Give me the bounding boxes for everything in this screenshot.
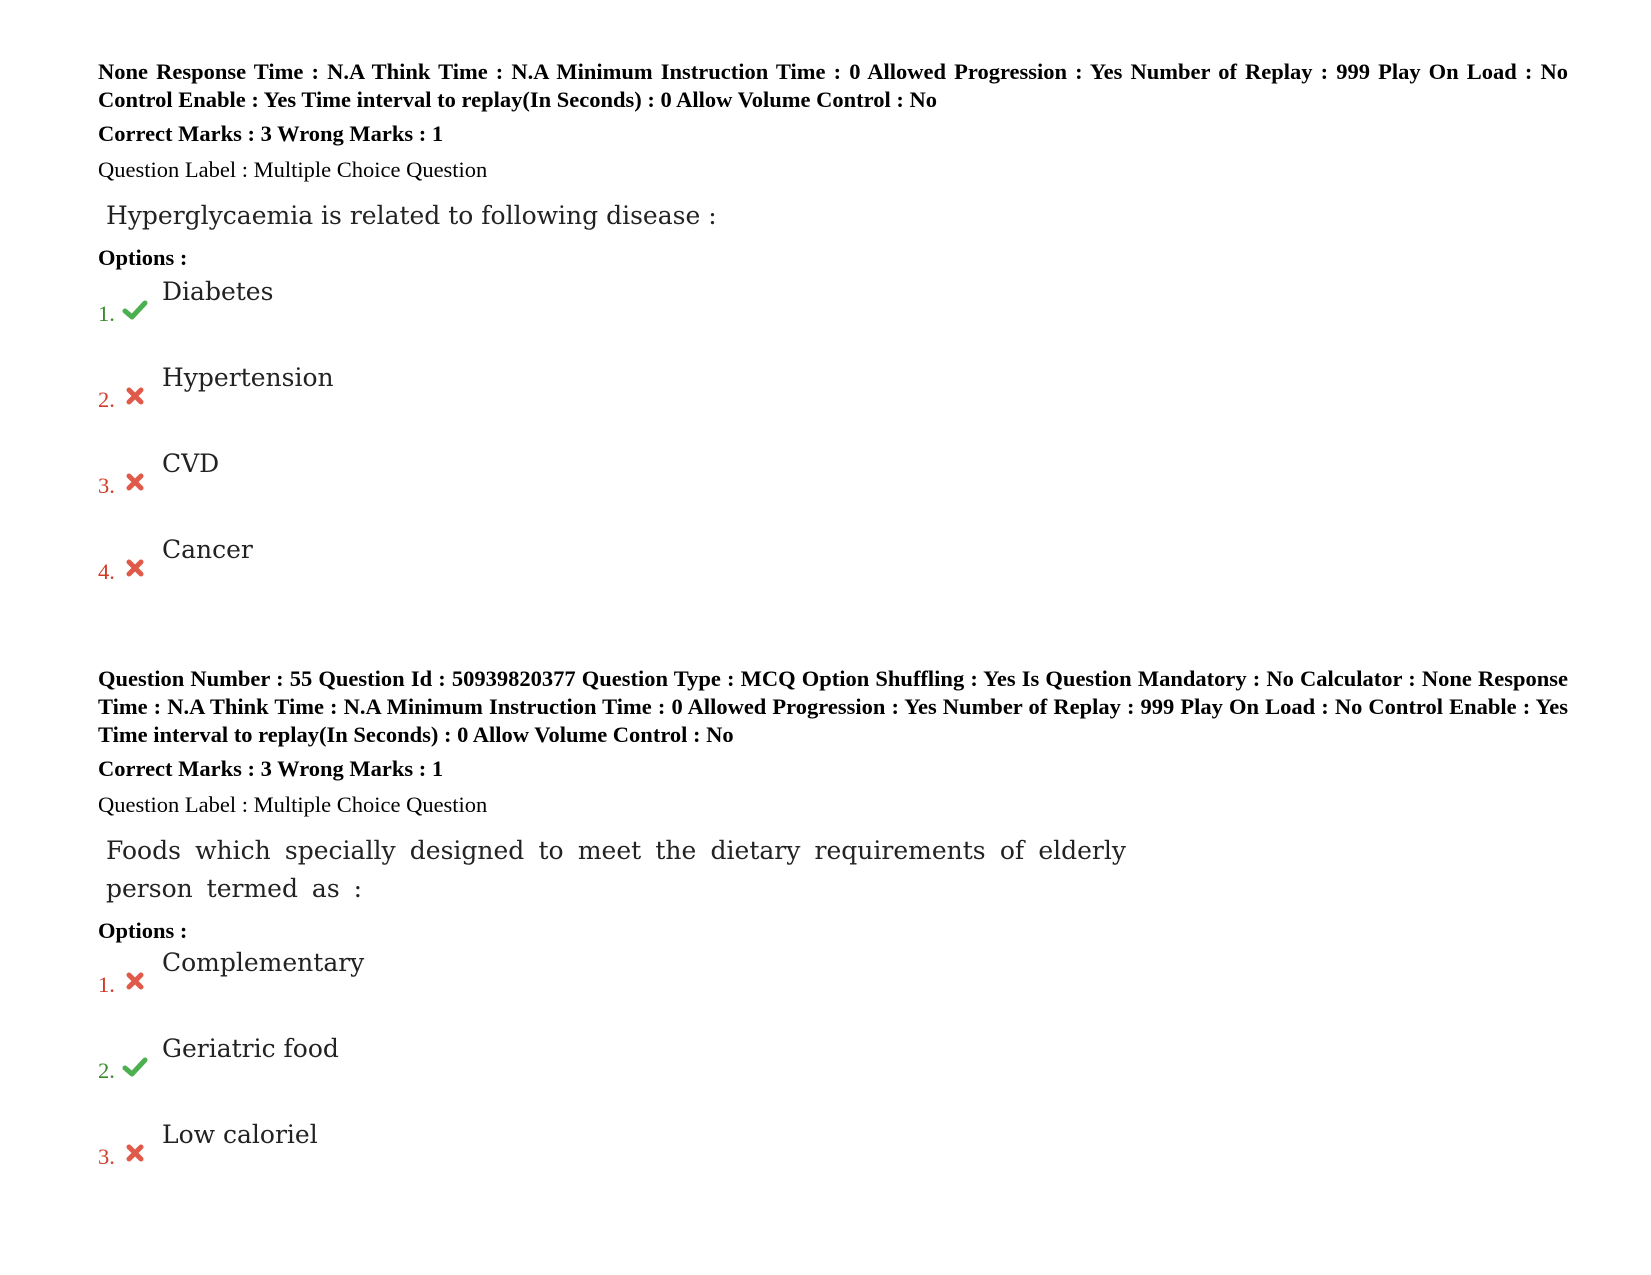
option-number: 2. — [98, 1058, 115, 1083]
options-heading: Options : — [98, 245, 188, 270]
option-number: 3. — [98, 1144, 115, 1169]
option-item — [98, 277, 1568, 363]
option-number: 4. — [98, 559, 115, 584]
question-block-2 — [98, 665, 1568, 1206]
option-text: Complementary — [162, 948, 365, 977]
question-text: Hyperglycaemia is related to following disease : — [106, 201, 717, 230]
option-text: CVD — [162, 449, 220, 478]
question-text: Foods which specially designed to meet the dietary requirements of elderly person termed as : — [106, 836, 1126, 903]
option-item — [98, 948, 1568, 1034]
question-block-1 — [98, 58, 1568, 621]
cross-icon — [122, 1140, 148, 1166]
marks-line: Correct Marks : 3 Wrong Marks : 1 — [98, 756, 444, 781]
option-text: Cancer — [162, 535, 253, 564]
option-item — [98, 1120, 1568, 1206]
check-icon — [122, 1054, 148, 1080]
options-heading: Options : — [98, 918, 188, 943]
question-meta: None Response Time : N.A Think Time : N.A Minimum Instruction Time : 0 Allowed Progression : Yes Number of Replay : 999 Play On Load : No Control Enable : Yes Time interval to replay(In Seconds) : 0 Allow Volume Control : No — [98, 59, 1568, 112]
check-icon — [122, 297, 148, 323]
option-number: 3. — [98, 473, 115, 498]
cross-icon — [122, 968, 148, 994]
option-item — [98, 363, 1568, 449]
option-number: 1. — [98, 301, 115, 326]
option-text: Geriatric food — [162, 1034, 339, 1063]
option-text: Low caloriel — [162, 1120, 318, 1149]
question-label: Question Label : Multiple Choice Question — [98, 157, 488, 182]
option-item — [98, 449, 1568, 535]
question-label: Question Label : Multiple Choice Question — [98, 792, 488, 817]
option-item — [98, 535, 1568, 621]
option-text: Diabetes — [162, 277, 274, 306]
question-meta: Question Number : 55 Question Id : 50939820377 Question Type : MCQ Option Shuffling : Yes Is Question Mandatory : No Calculator : None Response Time : N.A Think Time : N.A Minimum Instruction Time : 0 Allowed Progression : Yes Number of Replay : 999 Play On Load : No Control Enable : Yes Time interval to replay(In Seconds) : 0 Allow Volume Control : No — [98, 666, 1568, 747]
option-number: 2. — [98, 387, 115, 412]
cross-icon — [122, 383, 148, 409]
marks-line: Correct Marks : 3 Wrong Marks : 1 — [98, 121, 444, 146]
cross-icon — [122, 469, 148, 495]
exam-page — [98, 58, 1568, 1206]
option-item — [98, 1034, 1568, 1120]
option-number: 1. — [98, 972, 115, 997]
option-text: Hypertension — [162, 363, 334, 392]
cross-icon — [122, 555, 148, 581]
